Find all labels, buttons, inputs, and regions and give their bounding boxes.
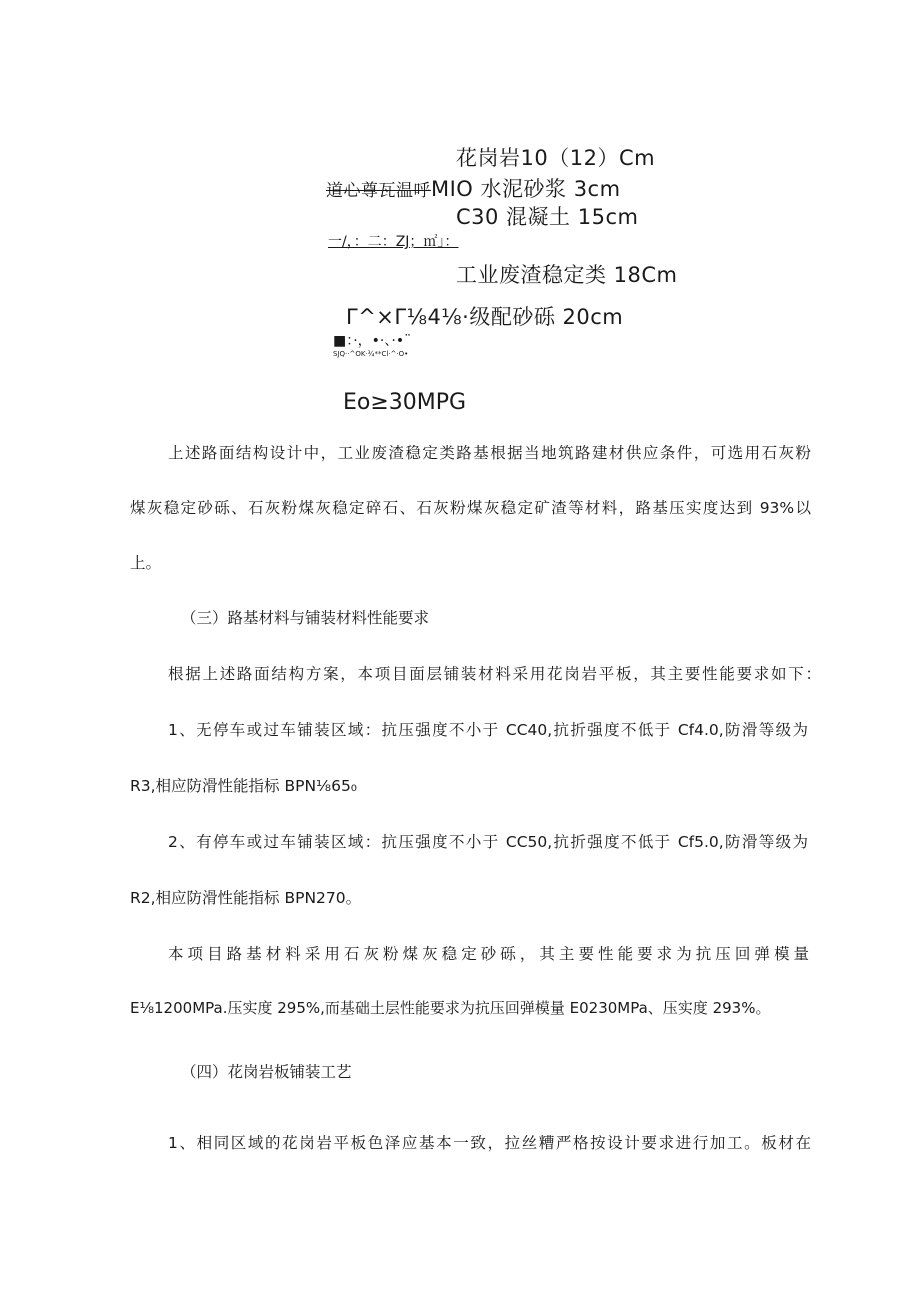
garbled-symbols: ■：·，•·、·•¨ — [333, 333, 412, 349]
layer-concrete: C30 混凝土 15cm — [456, 205, 639, 229]
paragraph-3-line-1: 本项目路基材料采用石灰粉煤灰稳定砂砾，其主要性能要求为抗压回弹模量 — [168, 945, 809, 963]
section-heading-4: （四）花岗岩板铺装工艺 — [181, 1063, 352, 1081]
paragraph-2: 根据上述路面结构方案，本项目面层铺装材料采用花岗岩平板，其主要性能要求如下： — [168, 665, 821, 683]
layer-graded-gravel: Γ^×Γ⅛4⅛·级配砂砾 20cm — [346, 305, 624, 329]
layer-granite: 花岗岩10（12）Cm — [456, 146, 656, 170]
paragraph-1-line-1: 上述路面结构设计中，工业废渣稳定类路基根据当地筑路建材供应条件，可选用石灰粉 — [168, 444, 811, 462]
item-1-line-2: R3,相应防滑性能指标 BPN⅛65₀ — [130, 777, 358, 795]
garbled-line: 一/，：二：ZJ；㎡」： — [328, 234, 459, 250]
paragraph-1-line-2: 煤灰稳定砂砾、石灰粉煤灰稳定碎石、石灰粉煤灰稳定矿渣等材料，路基压实度达到 93%以 — [130, 499, 811, 517]
subgrade-modulus: Eo≥30MPG — [343, 390, 467, 415]
layer-mortar-row — [326, 173, 621, 203]
item-2-line-1: 2、有停车或过车铺装区域：抗压强度不小于 CC50,抗折强度不低于 Cf5.0,防滑等级为 — [168, 833, 808, 851]
item-1-line-1: 1、无停车或过车铺装区域：抗压强度不小于 CC40,抗折强度不低于 Cf4.0,防滑等级为 — [168, 721, 808, 739]
item-2-line-2: R2,相应防滑性能指标 BPN270。 — [130, 889, 362, 907]
section-heading-3: （三）路基材料与铺装材料性能要求 — [181, 609, 430, 627]
layer-mortar: MIO 水泥砂浆 3cm — [431, 177, 621, 201]
paragraph-3-line-2: E⅛1200MPa.压实度 295%,而基础土层性能要求为抗压回弹模量 E0230MPa、压实度 293%。 — [130, 999, 771, 1017]
item-3-line-1: 1、相同区域的花岗岩平板色泽应基本一致，拉丝糟严格按设计要求进行加工。板材在 — [168, 1134, 811, 1152]
garbled-label: 道心尊瓦温呼 — [326, 181, 431, 201]
paragraph-1-line-3: 上。 — [130, 554, 162, 572]
layer-industrial-waste: 工业废渣稳定类 18Cm — [456, 263, 678, 287]
garbled-tiny-text: SJQ··^OK·¾**Cl·^·O• — [333, 350, 409, 358]
